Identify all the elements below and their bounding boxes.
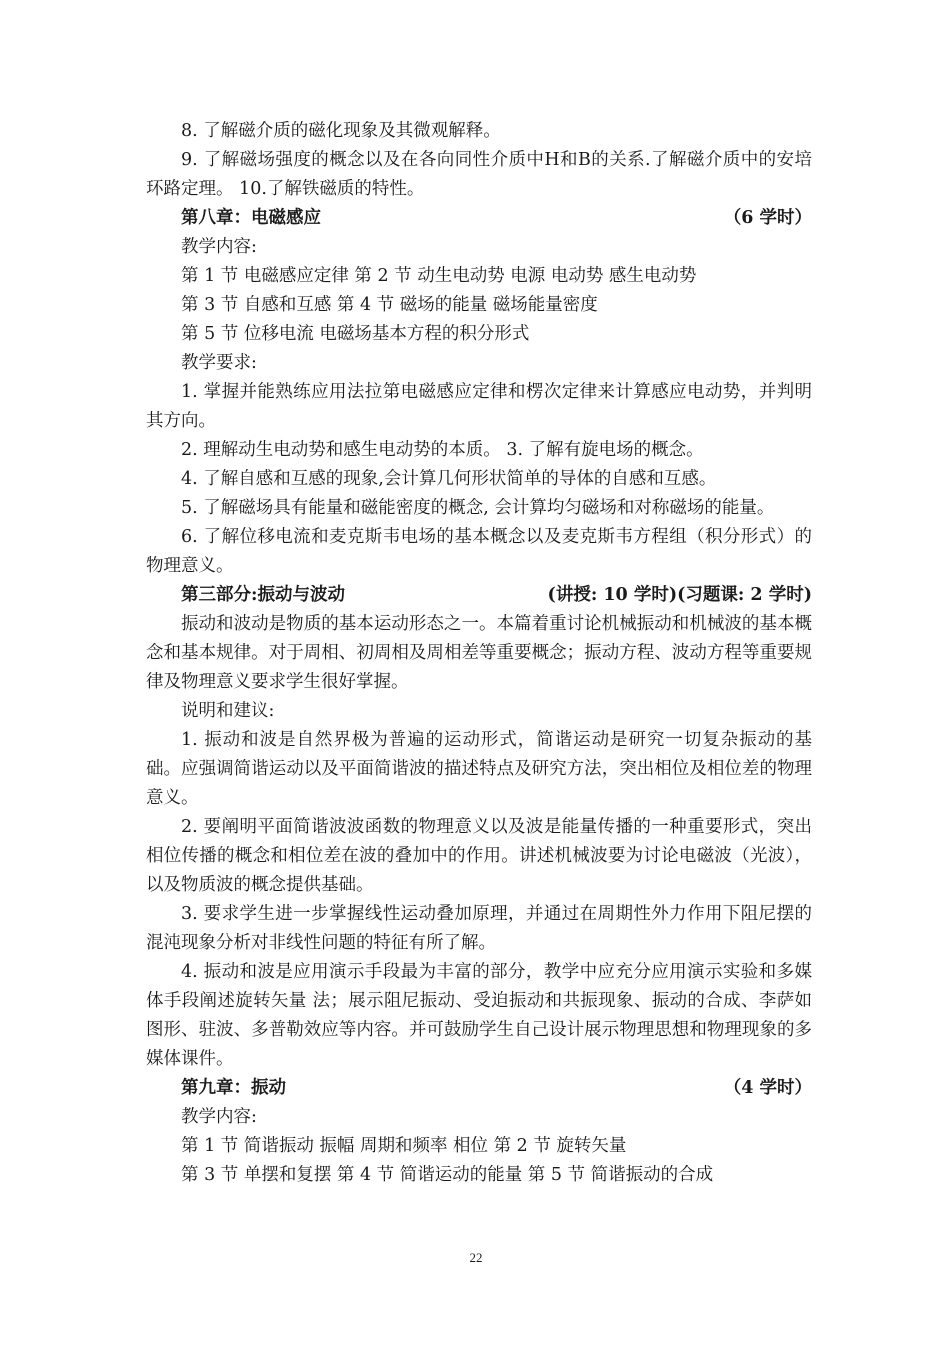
part-hours: (讲授: 10 学时)(习题课: 2 学时) bbox=[547, 585, 812, 605]
chapter-hours: （4 学时） bbox=[723, 1078, 812, 1098]
chapter-heading bbox=[146, 1074, 812, 1103]
suggestion-item: 3. 要求学生进一步掌握线性运动叠加原理，并通过在周期性外力作用下阻尼摆的混沌现象分析对非线性问题的特征有所了解。 bbox=[146, 904, 812, 953]
section-label: 教学要求: bbox=[181, 353, 257, 373]
paragraph: 9. 了解磁场强度的概念以及在各向同性介质中H和B的关系.了解磁介质中的安培环路定理。 10.了解铁磁质的特性。 bbox=[146, 150, 812, 199]
section-label: 教学内容: bbox=[181, 1107, 257, 1127]
requirement-item: 6. 了解位移电流和麦克斯韦电场的基本概念以及麦克斯韦方程组（积分形式）的物理意义。 bbox=[146, 527, 812, 576]
document-body bbox=[146, 117, 812, 1190]
requirement-item: 4. 了解自感和互感的现象,会计算几何形状简单的导体的自感和互感。 bbox=[181, 469, 717, 489]
requirement-item: 1. 掌握并能熟练应用法拉第电磁感应定律和楞次定律来计算感应电动势，并判明其方向。 bbox=[146, 382, 812, 431]
suggestion-item: 1. 振动和波是自然界极为普遍的运动形式，简谐运动是研究一切复杂振动的基础。应强调简谐运动以及平面简谐波的描述特点及研究方法，突出相位及相位差的物理意义。 bbox=[146, 730, 812, 808]
part-title: 第三部分:振动与波动 bbox=[181, 585, 345, 605]
part-heading bbox=[146, 581, 812, 610]
suggestion-item: 4. 振动和波是应用演示手段最为丰富的部分，教学中应充分应用演示实验和多媒体手段阐述旋转矢量 法；展示阻尼振动、受迫振动和共振现象、振动的合成、李萨如图形、驻波、多普勒效应等内容。并可鼓励学生自己设计展示物理思想和物理现象的多媒体课件。 bbox=[146, 962, 812, 1069]
section-list: 第 1 节 电磁感应定律 第 2 节 动生电动势 电源 电动势 感生电动势 bbox=[181, 266, 697, 286]
section-label: 教学内容: bbox=[181, 237, 257, 257]
paragraph: 8. 了解磁介质的磁化现象及其微观解释。 bbox=[181, 121, 501, 141]
suggestion-item: 2. 要阐明平面简谐波波函数的物理意义以及波是能量传播的一种重要形式，突出相位传播的概念和相位差在波的叠加中的作用。讲述机械波要为讨论电磁波（光波），以及物质波的概念提供基础。 bbox=[146, 817, 812, 895]
chapter-title: 第八章：电磁感应 bbox=[181, 208, 321, 228]
requirement-item: 2. 理解动生电动势和感生电动势的本质。 3. 了解有旋电场的概念。 bbox=[181, 440, 704, 460]
page-number: 22 bbox=[469, 1250, 483, 1265]
section-list: 第 1 节 简谐振动 振幅 周期和频率 相位 第 2 节 旋转矢量 bbox=[181, 1136, 627, 1156]
requirement-item: 5. 了解磁场具有能量和磁能密度的概念, 会计算均匀磁场和对称磁场的能量。 bbox=[181, 498, 775, 518]
paragraph: 振动和波动是物质的基本运动形态之一。本篇着重讨论机械振动和机械波的基本概念和基本规律。对于周相、初周相及周相差等重要概念；振动方程、波动方程等重要规律及物理意义要求学生很好掌握。 bbox=[146, 614, 812, 692]
chapter-hours: （6 学时） bbox=[723, 208, 812, 228]
section-list: 第 3 节 单摆和复摆 第 4 节 简谐运动的能量 第 5 节 简谐振动的合成 bbox=[181, 1165, 714, 1185]
section-list: 第 3 节 自感和互感 第 4 节 磁场的能量 磁场能量密度 bbox=[181, 295, 598, 315]
chapter-heading bbox=[146, 204, 812, 233]
chapter-title: 第九章：振动 bbox=[181, 1078, 286, 1098]
section-label: 说明和建议: bbox=[181, 701, 275, 721]
section-list: 第 5 节 位移电流 电磁场基本方程的积分形式 bbox=[181, 324, 530, 344]
